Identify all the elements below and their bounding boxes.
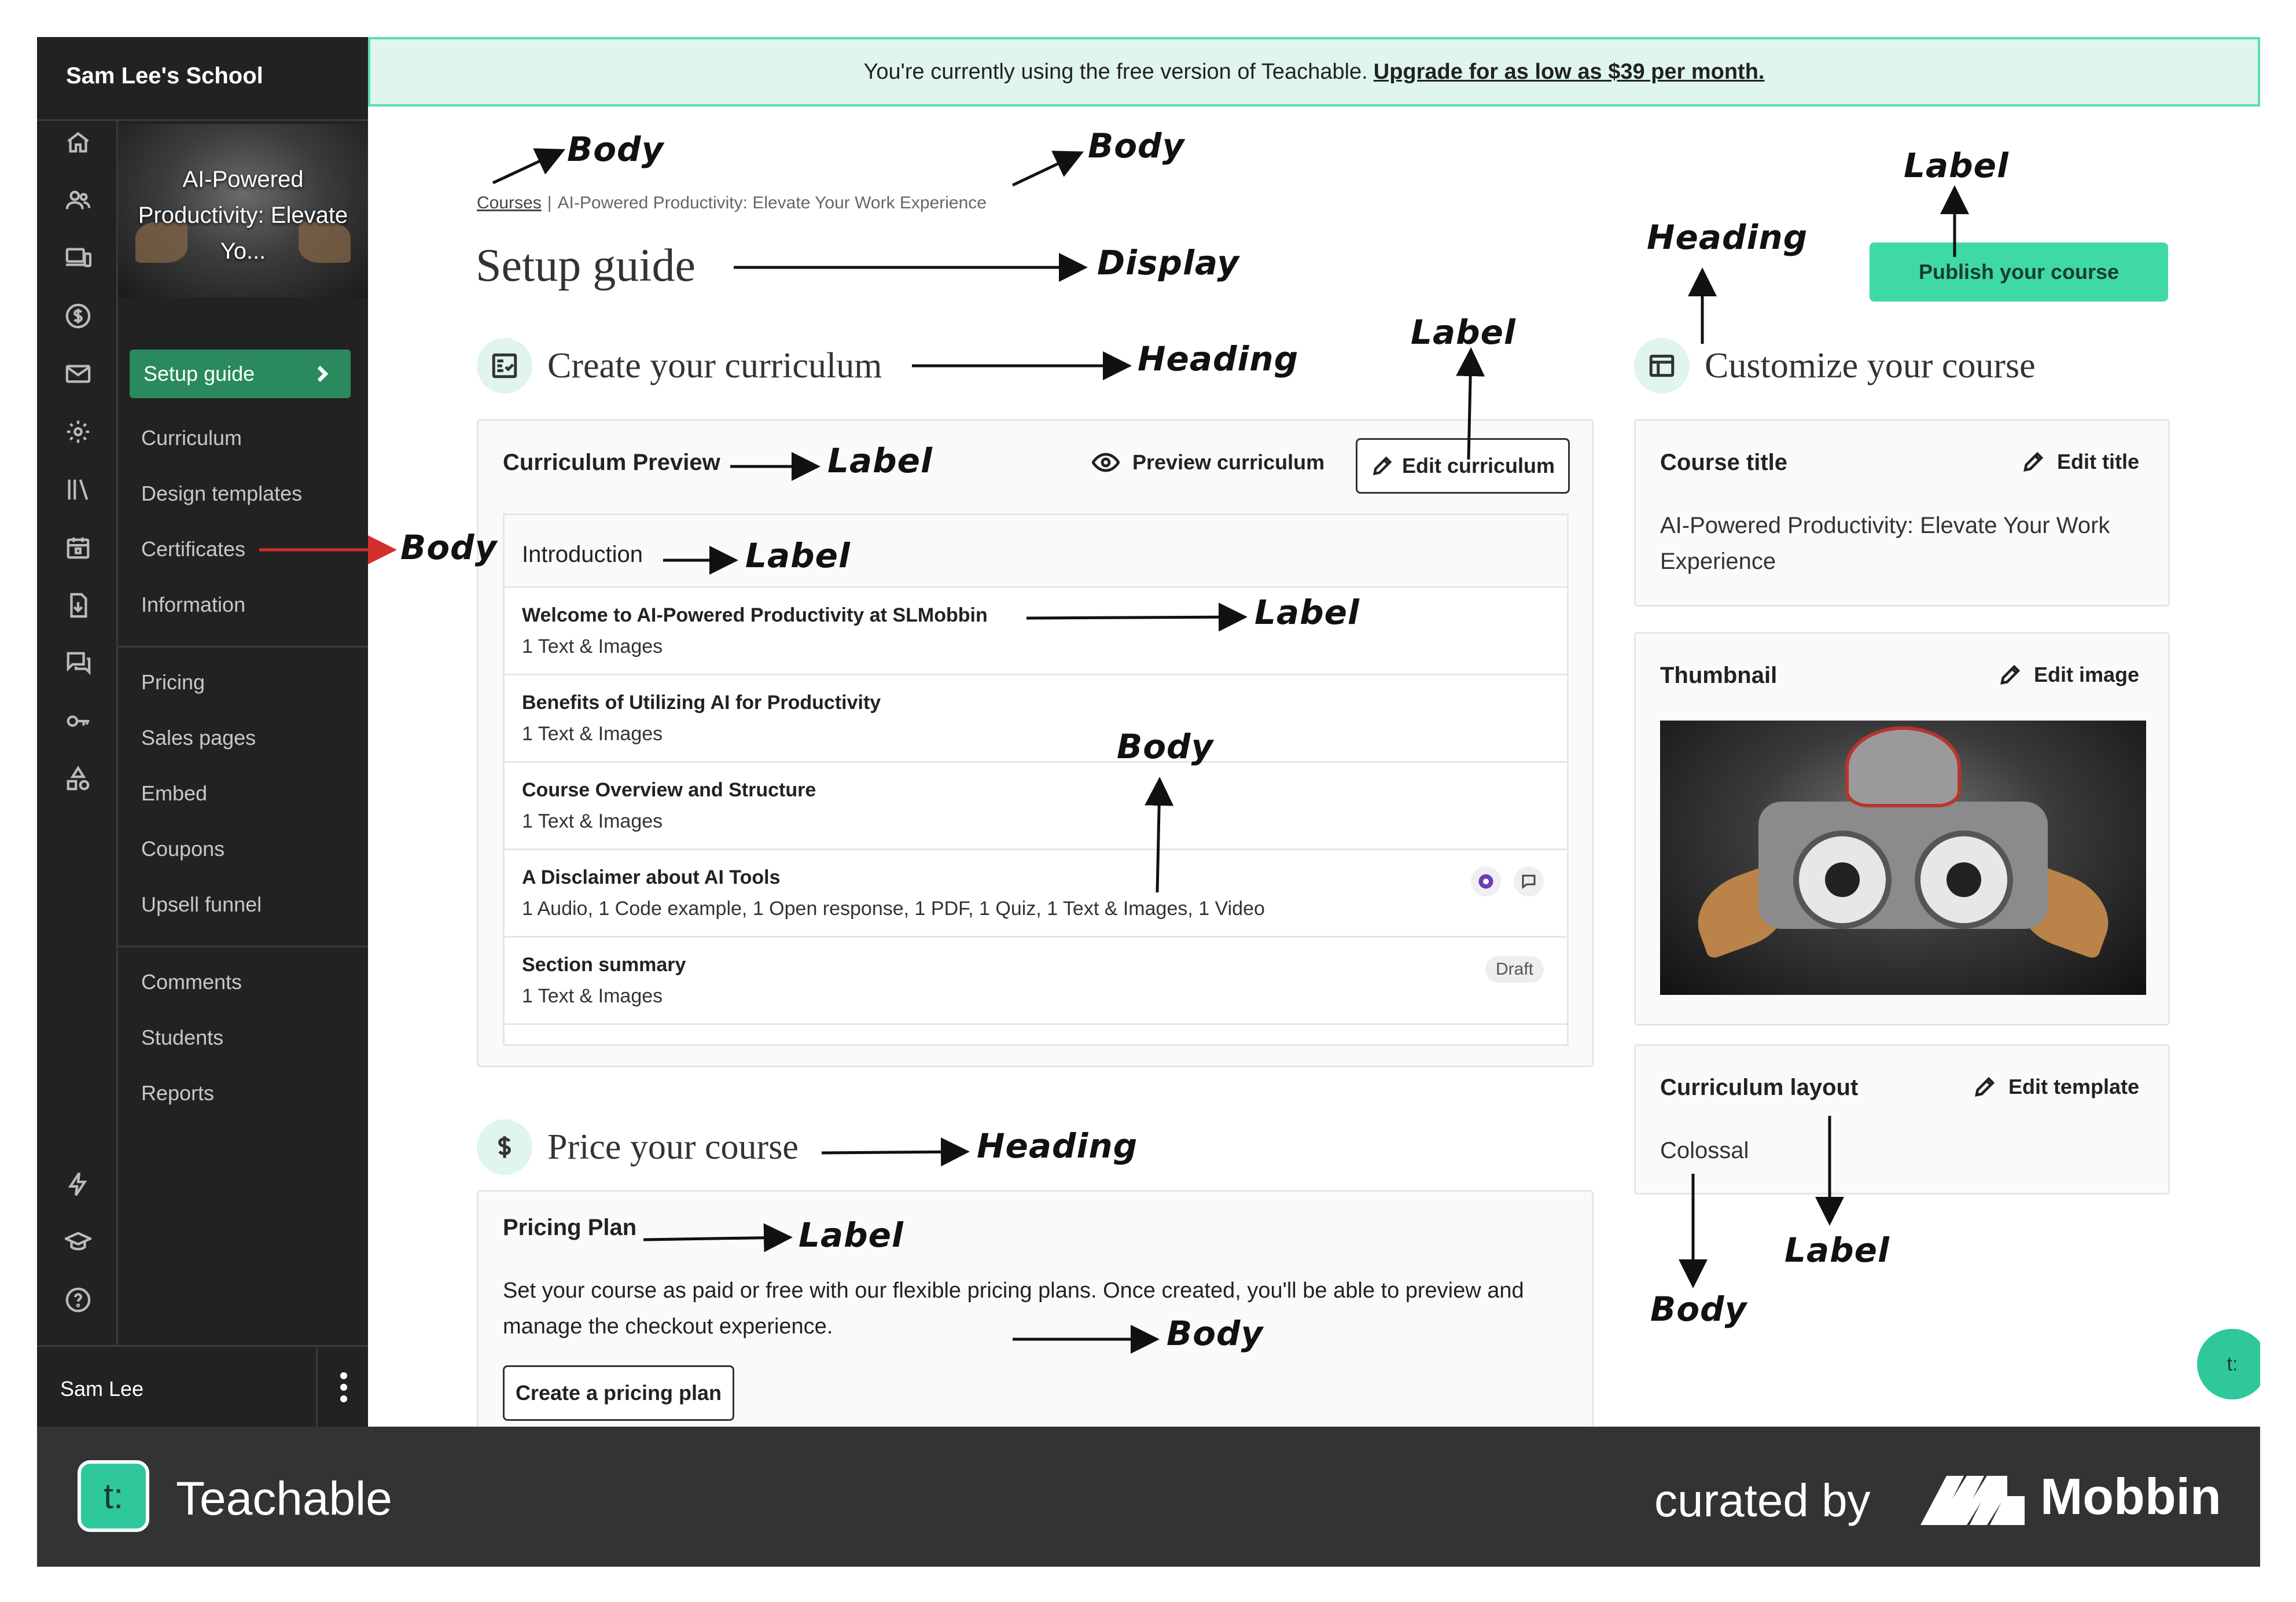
- lesson-status-icons: [1471, 866, 1544, 896]
- annotation-heading: Heading: [1138, 339, 1299, 379]
- curriculum-section-header: [477, 338, 882, 394]
- kebab-menu-icon[interactable]: [332, 1370, 355, 1405]
- thumbnail-decoration: [1793, 831, 1892, 929]
- curated-by-text: curated by: [1654, 1475, 1871, 1526]
- key-icon[interactable]: [65, 708, 91, 734]
- list-item[interactable]: [505, 675, 1567, 763]
- annotation-body: Body: [567, 130, 664, 169]
- list-item[interactable]: [505, 938, 1567, 1025]
- teachable-logo: t:: [78, 1460, 149, 1532]
- annotation-heading: Heading: [1647, 218, 1808, 257]
- course-thumbnail-title: AI-Powered Productivity: Elevate Yo...: [138, 167, 348, 264]
- annotation-label: Label: [799, 1215, 904, 1255]
- card-label: Curriculum layout: [1660, 1075, 1859, 1100]
- help-icon[interactable]: [65, 1287, 91, 1313]
- thumbnail-decoration: [1845, 726, 1961, 807]
- list-item[interactable]: [505, 763, 1567, 850]
- course-title-card: [1634, 419, 2170, 607]
- card-label: Course title: [1660, 450, 1788, 475]
- lesson-title: Section summary: [522, 954, 686, 976]
- annotation-body: Body: [1088, 126, 1185, 166]
- download-icon[interactable]: [65, 592, 91, 619]
- annotation-label: Label: [1784, 1230, 1890, 1270]
- sidebar-item-embed[interactable]: Embed: [141, 781, 208, 805]
- annotation-display: Display: [1097, 243, 1240, 282]
- list-item[interactable]: [505, 850, 1567, 938]
- button-label: Edit curriculum: [1401, 454, 1555, 477]
- icon-rail: [37, 121, 118, 1345]
- curriculum-layout-value: Colossal: [1660, 1138, 1749, 1163]
- edit-curriculum-button[interactable]: [1356, 438, 1570, 494]
- divider: [316, 1347, 318, 1428]
- sidebar-item-students[interactable]: Students: [141, 1026, 224, 1049]
- card-label: Curriculum Preview: [503, 450, 720, 475]
- upgrade-banner: [368, 37, 2260, 106]
- lesson-meta: 1 Text & Images: [522, 810, 663, 832]
- preview-curriculum-button[interactable]: [1092, 449, 1324, 476]
- pricing-plan-card: [477, 1190, 1594, 1433]
- divider: [118, 646, 368, 648]
- curriculum-layout-card: [1634, 1044, 2170, 1195]
- lesson-meta: 1 Audio, 1 Code example, 1 Open response, 1 PDF, 1 Quiz, 1 Text & Images, 1 Video: [522, 898, 1265, 920]
- dollar-icon[interactable]: [65, 303, 91, 329]
- lesson-title: Welcome to AI-Powered Productivity at SLMobbin: [522, 604, 988, 626]
- lesson-title: Benefits of Utilizing AI for Productivity: [522, 692, 881, 714]
- button-label: Edit template: [2008, 1075, 2139, 1098]
- users-icon[interactable]: [65, 187, 91, 214]
- publish-course-button[interactable]: Publish your course: [1870, 242, 2168, 302]
- sidebar-item-label: Setup guide: [144, 362, 255, 385]
- pencil-icon: [1973, 1075, 1997, 1099]
- lesson-meta: 1 Text & Images: [522, 635, 663, 657]
- thumbnail-image: [1660, 721, 2146, 995]
- edit-image-button[interactable]: [1998, 663, 2139, 687]
- user-menu: [37, 1345, 368, 1427]
- curriculum-preview-card: [477, 419, 1594, 1067]
- sidebar-item-design-templates[interactable]: Design templates: [141, 482, 303, 505]
- layout-icon: [1634, 338, 1690, 394]
- annotation-body: Body: [400, 528, 498, 567]
- breadcrumb-courses-link[interactable]: Courses: [477, 193, 542, 212]
- pencil-icon: [2021, 450, 2045, 474]
- status-badge: Draft: [1485, 956, 1544, 983]
- annotation-heading: Heading: [977, 1126, 1138, 1166]
- divider: [118, 946, 368, 947]
- section-title: Create your curriculum: [547, 346, 882, 385]
- eye-icon: [1092, 449, 1120, 476]
- annotation-label: Label: [1904, 146, 2009, 185]
- curator-name: Mobbin: [2040, 1468, 2221, 1525]
- lesson-title: Course Overview and Structure: [522, 779, 816, 801]
- edit-title-button[interactable]: [2021, 450, 2139, 474]
- chevron-right-icon: [310, 362, 333, 385]
- annotation-body: Body: [1650, 1289, 1747, 1329]
- sidebar-item-comments[interactable]: Comments: [141, 970, 242, 994]
- pricing-description: Set your course as paid or free with our flexible pricing plans. Once created, you'll be able to preview and manage the checkout experience.: [503, 1278, 1524, 1339]
- sidebar-item-reports[interactable]: Reports: [141, 1081, 215, 1105]
- page-title: Setup guide: [476, 240, 696, 291]
- annotation-body: Body: [1167, 1314, 1264, 1353]
- sidebar-item-coupons[interactable]: Coupons: [141, 837, 225, 861]
- bolt-icon[interactable]: [65, 1171, 91, 1197]
- sidebar-item-setup-guide[interactable]: [130, 350, 351, 398]
- lesson-list: [503, 513, 1569, 1046]
- pricing-section-header: [477, 1119, 799, 1175]
- pencil-icon: [1371, 454, 1394, 477]
- chat-launcher-button[interactable]: t:: [2197, 1329, 2260, 1399]
- calendar-icon[interactable]: [65, 534, 91, 561]
- annotation-label: Label: [1411, 313, 1516, 352]
- pencil-icon: [1998, 663, 2022, 687]
- section-title: Price your course: [547, 1127, 799, 1167]
- edit-template-button[interactable]: [1973, 1075, 2139, 1099]
- section-header[interactable]: [505, 515, 1567, 588]
- comment-icon: [1514, 866, 1544, 896]
- lesson-meta: 1 Text & Images: [522, 723, 663, 745]
- breadcrumb-separator: |: [547, 193, 552, 212]
- course-title-value: AI-Powered Productivity: Elevate Your Work Experience: [1660, 513, 2110, 574]
- annotation-label: Label: [827, 441, 933, 480]
- breadcrumb: [477, 193, 987, 213]
- section-name: Introduction: [522, 542, 643, 567]
- list-item[interactable]: [505, 588, 1567, 675]
- user-name[interactable]: Sam Lee: [60, 1377, 144, 1401]
- sidebar-item-curriculum[interactable]: Curriculum: [141, 426, 242, 450]
- thumbnail-card: [1634, 632, 2170, 1026]
- button-label: Edit title: [2057, 450, 2139, 473]
- create-pricing-plan-button[interactable]: Create a pricing plan: [503, 1365, 734, 1421]
- sidebar-item-sales-pages[interactable]: Sales pages: [141, 726, 256, 749]
- brand-name: Teachable: [176, 1472, 392, 1525]
- sidebar-item-upsell-funnel[interactable]: Upsell funnel: [141, 892, 262, 916]
- dollar-icon: [477, 1119, 532, 1175]
- lesson-title: A Disclaimer about AI Tools: [522, 866, 781, 888]
- sidebar-item-pricing[interactable]: Pricing: [141, 670, 205, 694]
- sidebar-item-information[interactable]: Information: [141, 593, 246, 616]
- upgrade-link[interactable]: Upgrade for as low as $39 per month.: [1373, 59, 1765, 84]
- card-label: Thumbnail: [1660, 663, 1778, 688]
- annotation-label: Label: [1254, 593, 1360, 632]
- home-icon[interactable]: [65, 129, 91, 156]
- annotation-body: Body: [1117, 727, 1214, 766]
- annotation-label: Label: [745, 536, 851, 575]
- button-label: Edit image: [2033, 663, 2139, 686]
- mobbin-logo-icon: [1920, 1470, 2025, 1528]
- course-thumbnail[interactable]: [118, 124, 368, 297]
- customize-section-header: [1634, 338, 2036, 394]
- globe-icon: [1471, 866, 1501, 896]
- sidebar-item-certificates[interactable]: Certificates: [141, 537, 246, 561]
- breadcrumb-current: AI-Powered Productivity: Elevate Your Work Experience: [557, 193, 987, 212]
- button-label: Preview curriculum: [1132, 450, 1325, 474]
- shapes-icon[interactable]: [65, 766, 91, 792]
- library-icon[interactable]: [65, 476, 91, 503]
- devices-icon[interactable]: [65, 245, 91, 271]
- banner-text: You're currently using the free version of Teachable.: [863, 59, 1368, 84]
- school-name[interactable]: Sam Lee's School: [66, 63, 263, 89]
- mail-icon[interactable]: [65, 361, 91, 387]
- gear-icon[interactable]: [65, 418, 91, 445]
- checklist-icon: [477, 338, 532, 394]
- sidebar: [37, 37, 368, 1427]
- lesson-meta: 1 Text & Images: [522, 985, 663, 1007]
- thumbnail-decoration: [1915, 831, 2013, 929]
- footer: [37, 1427, 2260, 1567]
- graduation-cap-icon[interactable]: [65, 1229, 91, 1255]
- chat-icon[interactable]: [65, 650, 91, 677]
- section-title: Customize your course: [1705, 346, 2036, 385]
- card-label: Pricing Plan: [503, 1215, 637, 1240]
